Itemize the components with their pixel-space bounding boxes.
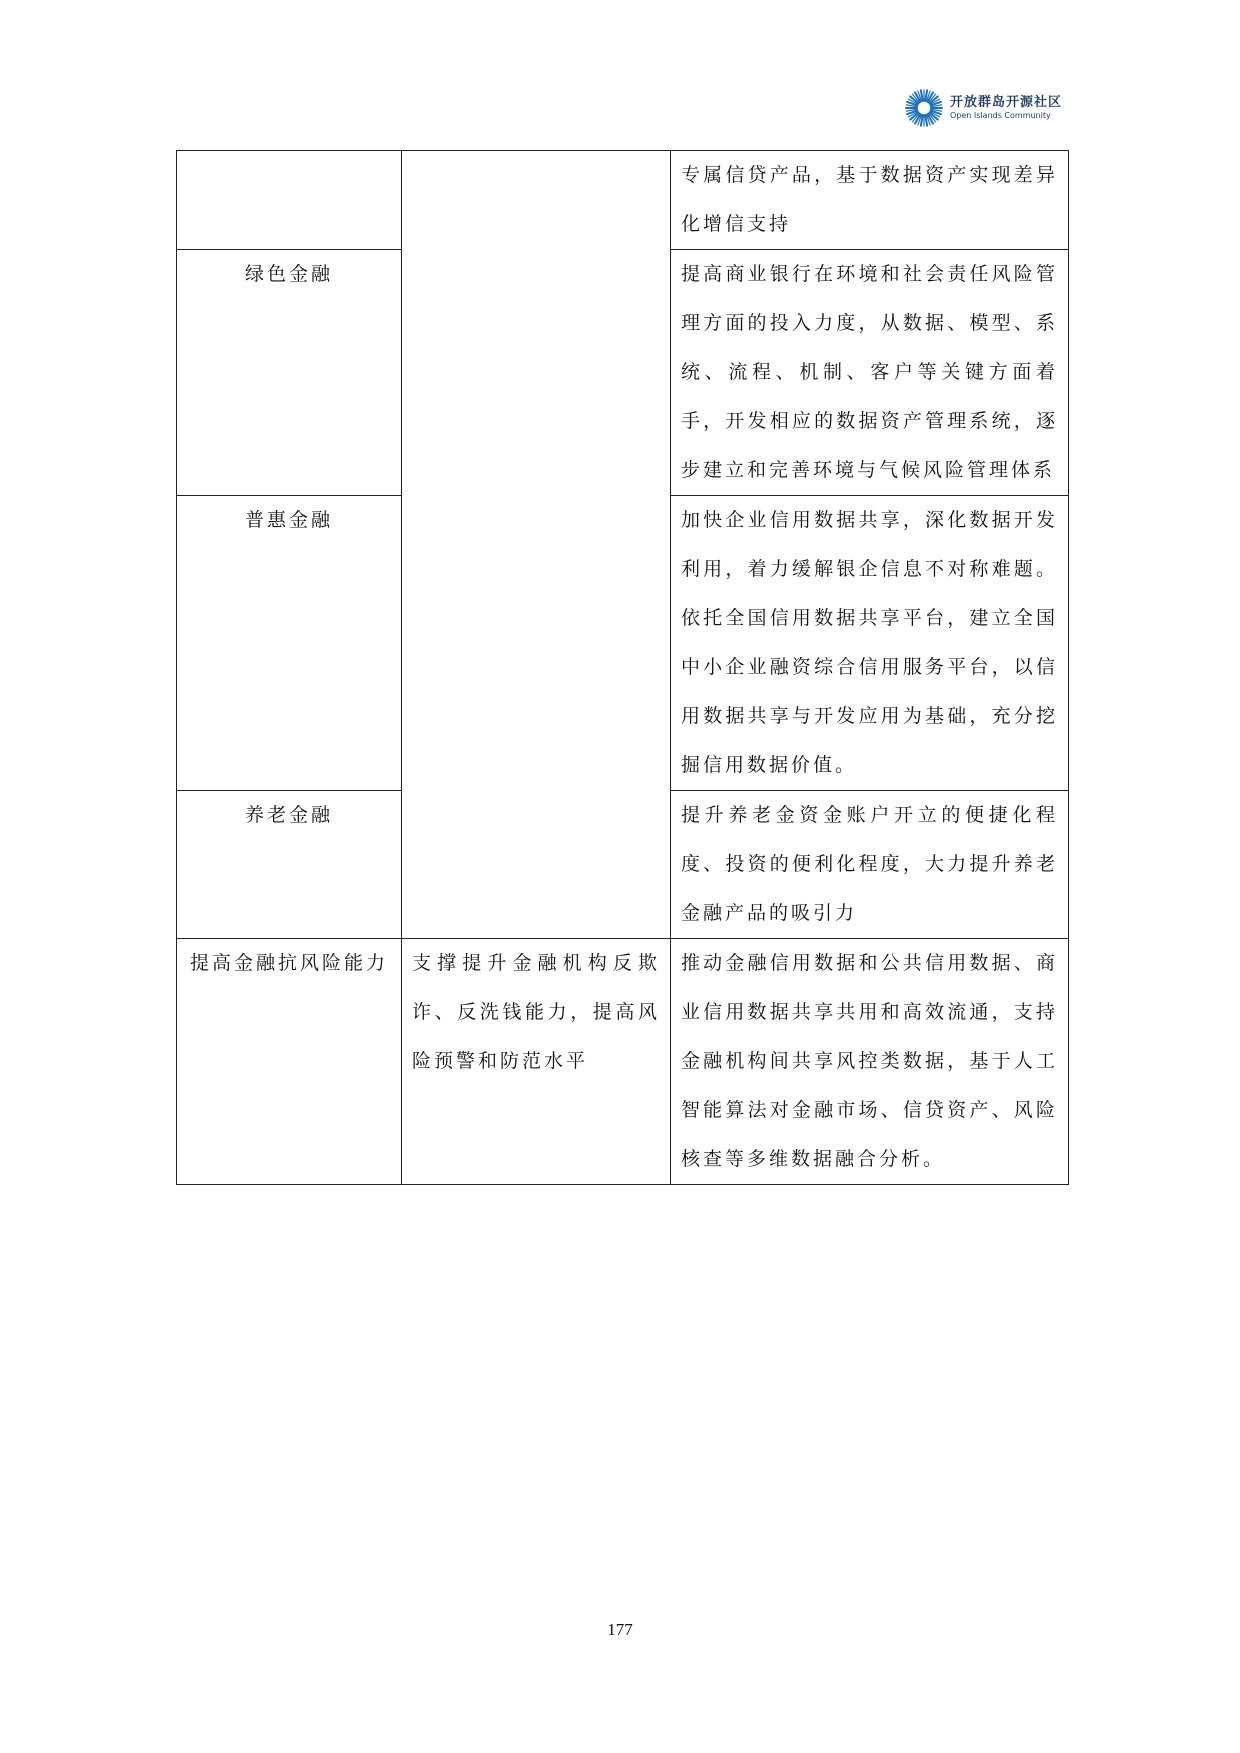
content-cell: 专属信贷产品，基于数据资产实现差异化增信支持 [671, 151, 1069, 250]
table-row [177, 151, 1069, 250]
sunburst-logo-icon [904, 88, 944, 128]
logo-name-cn: 开放群岛开源社区 [950, 95, 1063, 110]
logo-text [950, 96, 1062, 120]
scenario-cell: 养老金融 [177, 791, 402, 939]
measure-cell [402, 151, 671, 939]
table-row [177, 939, 1069, 1185]
scenario-cell: 普惠金融 [177, 496, 402, 791]
content-cell: 提高商业银行在环境和社会责任风险管理方面的投入力度，从数据、模型、系统、流程、机制、客户等关键方面着手，开发相应的数据资产管理系统，逐步建立和完善环境与气候风险管理体系 [671, 250, 1069, 496]
finance-scenario-table [176, 150, 1069, 1185]
content-cell: 推动金融信用数据和公共信用数据、商业信用数据共享共用和高效流通，支持金融机构间共享风控类数据，基于人工智能算法对金融市场、信贷资产、风险核查等多维数据融合分析。 [671, 939, 1069, 1185]
community-logo [904, 88, 1064, 128]
scenario-cell [177, 151, 402, 250]
logo-name-en: Open Islands Community [950, 111, 1051, 120]
content-cell: 加快企业信用数据共享，深化数据开发利用，着力缓解银企信息不对称难题。依托全国信用数据共享平台，建立全国中小企业融资综合信用服务平台，以信用数据共享与开发应用为基础，充分挖掘信用数据价值。 [671, 496, 1069, 791]
content-cell: 提升养老金资金账户开立的便捷化程度、投资的便利化程度，大力提升养老金融产品的吸引力 [671, 791, 1069, 939]
measure-cell: 支撑提升金融机构反欺诈、反洗钱能力，提高风险预警和防范水平 [402, 939, 671, 1185]
scenario-cell: 提高金融抗风险能力 [177, 939, 402, 1185]
scenario-cell: 绿色金融 [177, 250, 402, 496]
page-number: 177 [607, 1620, 633, 1639]
